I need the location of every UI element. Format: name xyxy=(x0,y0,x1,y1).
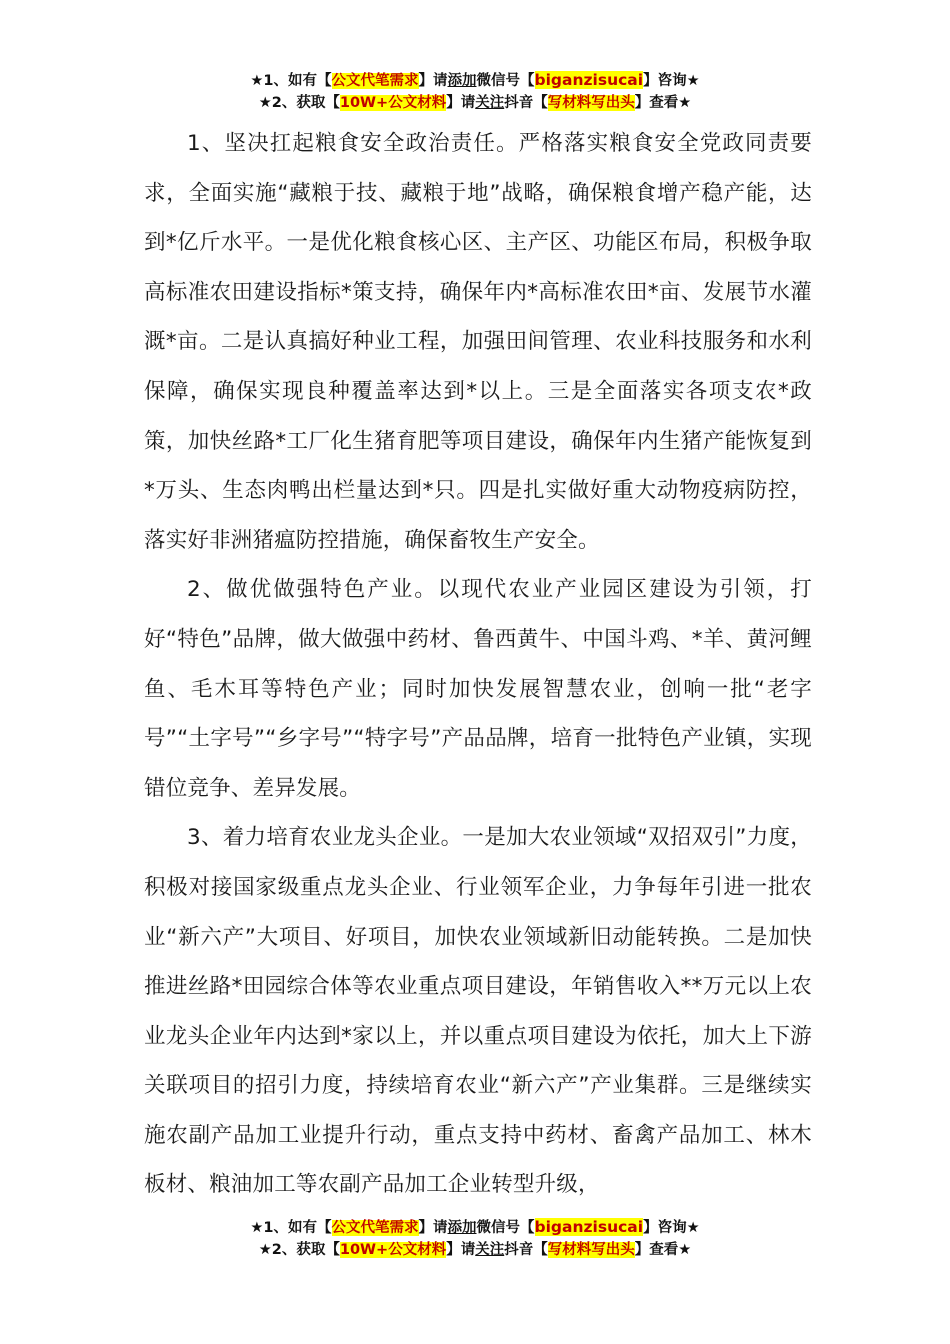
paragraph-3: 3、着力培育农业龙头企业。一是加大农业领域“双招双引”力度，积极对接国家级重点龙头企业、行业领军企业，力争每年引进一批农业“新六产”大项目、好项目，加快农业领域新旧动能转换。二是加快推进丝路*田园综合体等农业重点项目建设，年销售收入**万元以上农业龙头企业年内达到*家以上，并以重点项目建设为依托，加大上下游关联项目的招引力度，持续培育农业“新六产”产业集群。三是继续实施农副产品加工业提升行动，重点支持中药材、畜禽产品加工、林木板材、粮油加工等农副产品加工企业转型升级， xyxy=(144,825,812,1198)
banner-text: ★1、如有【 xyxy=(250,1220,332,1236)
highlight-service: 公文代笔需求 xyxy=(331,73,419,89)
banner-text: ★1、如有【 xyxy=(250,73,332,89)
underlined-text: 添加 xyxy=(447,73,477,89)
underlined-text: 关注 xyxy=(475,1242,505,1258)
highlight-douyin-account: 写材料写出头 xyxy=(547,1242,635,1258)
banner-text: 】咨询★ xyxy=(643,73,700,89)
banner-text: 抖音【 xyxy=(504,95,548,111)
underlined-text: 添加 xyxy=(447,1220,477,1236)
banner-text: 】请 xyxy=(446,1242,476,1258)
document-body xyxy=(144,119,812,1210)
highlight-materials: 10W+公文材料 xyxy=(339,1242,447,1258)
banner-line-1 xyxy=(0,1216,950,1239)
banner-text: 】请 xyxy=(418,73,448,89)
paragraph-1: 1、坚决扛起粮食安全政治责任。严格落实粮食安全党政同责要求，全面实施“藏粮于技、藏粮于地”战略，确保粮食增产稳产能，达到*亿斤水平。一是优化粮食核心区、主产区、功能区布局，积极争取高标准农田建设指标*策支持，确保年内*高标准农田*亩、发展节水灌溉*亩。二是认真搞好种业工程，加强田间管理、农业科技服务和水利保障，确保实现良种覆盖率达到*以上。三是全面落实各项支农*政策，加快丝路*工厂化生猪育肥等项目建设，确保年内生猪产能恢复到*万头、生态肉鸭出栏量达到*只。四是扎实做好重大动物疫病防控，落实好非洲猪瘟防控措施，确保畜牧生产安全。 xyxy=(144,131,812,553)
banner-text: 】查看★ xyxy=(634,1242,692,1258)
banner-text: 抖音【 xyxy=(504,1242,548,1258)
highlight-materials: 10W+公文材料 xyxy=(339,95,447,111)
banner-text: 微信号【 xyxy=(476,1220,535,1236)
banner-line-2 xyxy=(0,1239,950,1261)
underlined-text: 关注 xyxy=(475,95,505,111)
banner-text: ★2、获取【 xyxy=(258,95,340,111)
footer-banner xyxy=(0,1216,950,1261)
banner-text: 微信号【 xyxy=(476,73,535,89)
highlight-wechat-id: biganzisucai xyxy=(534,71,644,89)
banner-text: 】请 xyxy=(446,95,476,111)
banner-text: 】咨询★ xyxy=(643,1220,700,1236)
banner-text: 】查看★ xyxy=(634,95,692,111)
highlight-wechat-id: biganzisucai xyxy=(534,1218,644,1236)
banner-text: 】请 xyxy=(418,1220,448,1236)
banner-line-2 xyxy=(0,92,950,114)
banner-text: ★2、获取【 xyxy=(258,1242,340,1258)
paragraph-2: 2、做优做强特色产业。以现代农业产业园区建设为引领，打好“特色”品牌，做大做强中药材、鲁西黄牛、中国斗鸡、*羊、黄河鲤鱼、毛木耳等特色产业；同时加快发展智慧农业，创响一批“老字号”“土字号”“乡字号”“特字号”产品品牌，培育一批特色产业镇，实现错位竞争、差异发展。 xyxy=(144,577,812,801)
banner-line-1 xyxy=(0,69,950,92)
highlight-douyin-account: 写材料写出头 xyxy=(547,95,635,111)
highlight-service: 公文代笔需求 xyxy=(331,1220,419,1236)
header-banner xyxy=(0,69,950,114)
